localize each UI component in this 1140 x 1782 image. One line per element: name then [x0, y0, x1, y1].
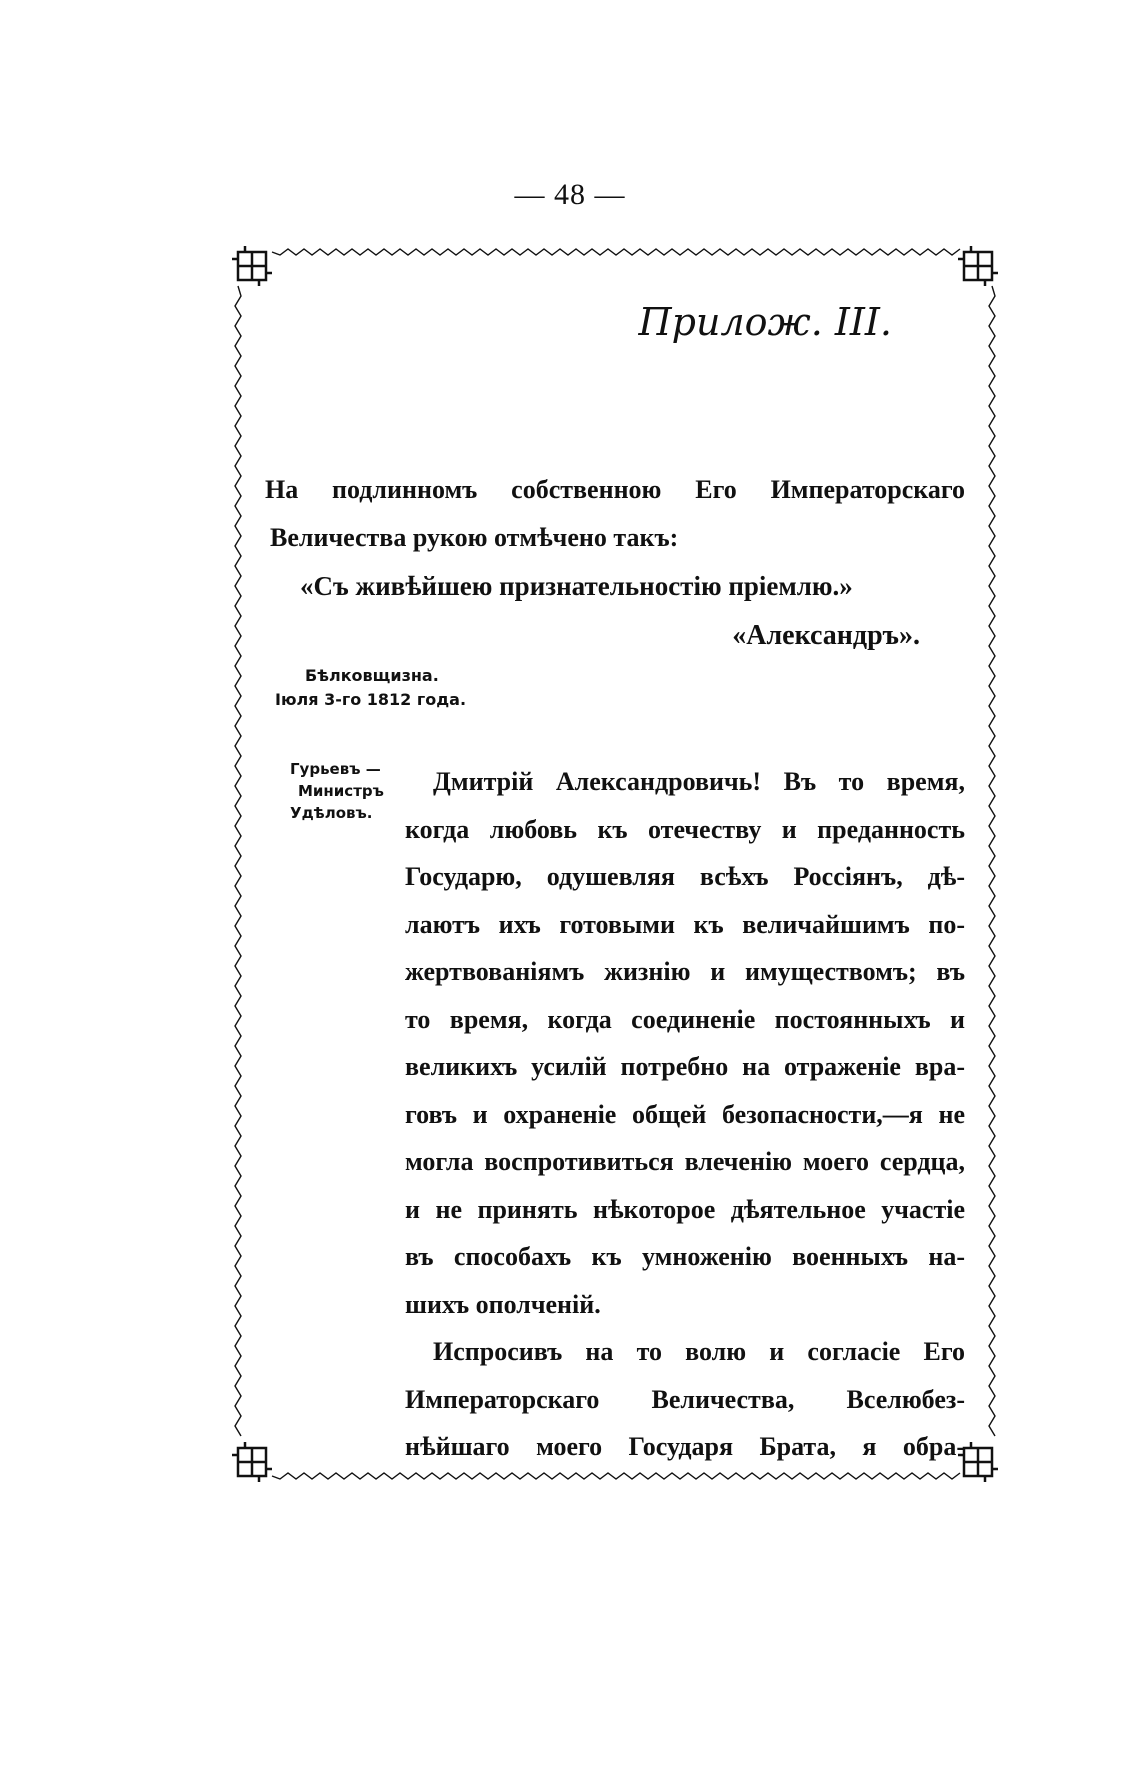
letter-body: [405, 758, 965, 1471]
body-line: когда любовь къ отечеству и преданность: [405, 814, 965, 844]
margin-note-line: Министръ: [298, 782, 384, 800]
body-line: Императорскаго Величества, Вселюбез-: [405, 1384, 965, 1414]
imperial-resolution: «Съ живѣйшею признательностію пріемлю.»: [300, 571, 853, 601]
body-line: и не принять нѣкоторое дѣятельное участіе: [405, 1194, 965, 1224]
body-line: нѣйшаго моего Государя Брата, я обра-: [405, 1432, 965, 1461]
margin-note: [290, 758, 384, 824]
margin-note-line: Гурьевъ —: [290, 760, 381, 778]
body-line: могла воспротивиться влеченію моего сердца,: [405, 1147, 965, 1176]
body-line: шихъ ополченій.: [405, 1289, 601, 1319]
corner-knot-icon: [232, 1442, 272, 1482]
body-line: жертвованіямъ жизнію и имуществомъ; въ: [405, 957, 965, 986]
note-line-1: На подлинномъ собственною Его Императорскаго: [265, 475, 965, 504]
body-line: то время, когда соединеніе постоянныхъ и: [405, 1004, 965, 1034]
place-and-date: [275, 664, 467, 712]
body-line: въ способахъ къ умноженію военныхъ на-: [405, 1242, 965, 1271]
body-line: великихъ усилій потребно на отраженіе вра-: [405, 1052, 965, 1081]
date-line: Іюля 3-го 1812 года.: [275, 690, 467, 709]
body-line: говъ и охраненіе общей безопасности,—я не: [405, 1099, 965, 1129]
page-number: — 48 —: [514, 178, 626, 211]
body-line: Испросивъ на то волю и согласіе Его: [433, 1337, 965, 1366]
appendix-label: Прилож. III.: [638, 300, 892, 344]
place-line: Бѣлковщизна.: [305, 666, 439, 685]
corner-knot-icon: [958, 246, 998, 286]
margin-note-line: Удѣловъ.: [290, 804, 373, 822]
imperial-signature: «Александръ».: [732, 620, 920, 651]
corner-knot-icon: [232, 246, 272, 286]
body-line: Государю, одушевляя всѣхъ Россіянъ, дѣ-: [405, 862, 965, 891]
body-line: лаютъ ихъ готовыми къ величайшимъ по-: [405, 909, 965, 939]
body-line: Дмитрій Александровичь! Въ то время,: [433, 767, 965, 796]
note-line-2: Величества рукою отмѣчено такъ:: [270, 523, 679, 552]
